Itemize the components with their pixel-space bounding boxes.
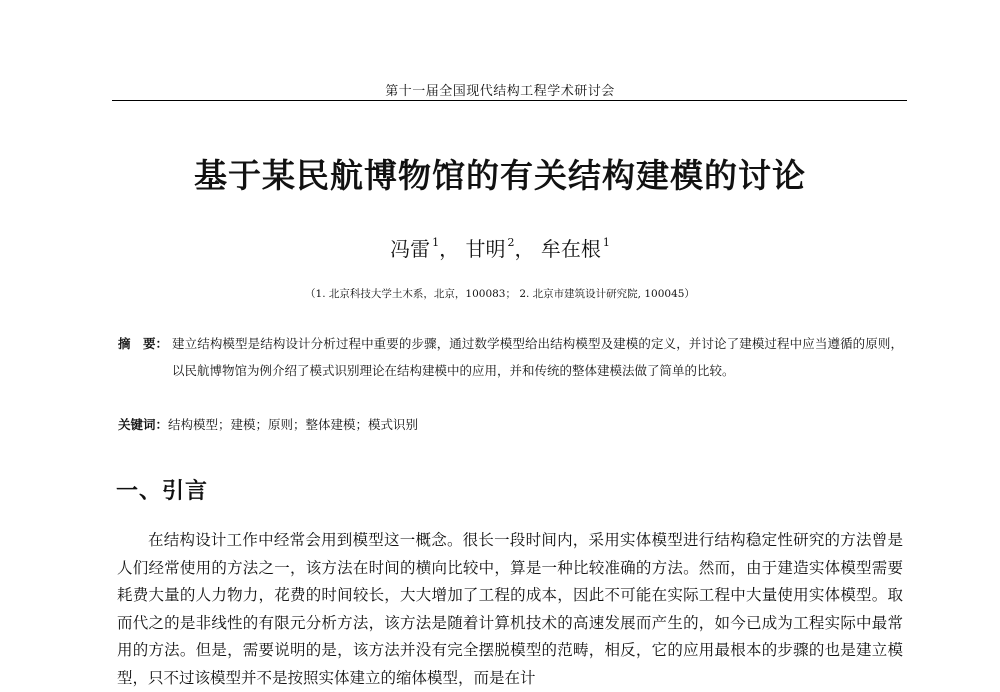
author-affil-mark: 1	[602, 236, 610, 249]
abstract-label: 摘 要：	[118, 336, 169, 351]
keywords-label: 关键词：	[118, 417, 169, 432]
author-affil-mark: 1	[432, 236, 440, 249]
author-separator: ，	[514, 237, 535, 261]
author-name: 牟在根	[540, 237, 601, 261]
section-heading: 一、引言	[116, 479, 209, 504]
running-header: 第十一届全国现代结构工程学术研讨会	[385, 84, 615, 99]
header-rule	[112, 100, 907, 101]
author-affil-mark: 2	[507, 236, 515, 249]
abstract-text: 建立结构模型是结构设计分析过程中重要的步骤，通过数学模型给出结构模型及建模的定义，并讨论了建模过程中应当遵循的原则，以民航博物馆为例介绍了模式识别理论在结构建模中的应用，并和传统的整体建模法做了简单的比较。	[172, 336, 903, 378]
keywords-text: 结构模型；建模；原则；整体建模；模式识别	[168, 417, 419, 432]
paper-title: 基于某民航博物馆的有关结构建模的讨论	[194, 156, 806, 195]
author-name: 甘明	[465, 237, 506, 261]
abstract	[118, 330, 903, 384]
keywords	[118, 411, 903, 438]
body-paragraph: 在结构设计工作中经常会用到模型这一概念。很长一段时间内，采用实体模型进行结构稳定性研究的方法曾是人们经常使用的方法之一，该方法在时间的横向比较中，算是一种比较准确的方法。然而，由于建造实体模型需要耗费大量的人力物力，花费的时间较长，大大增加了工程的成本，因此不可能在实际工程中大量使用实体模型。取而代之的是非线性的有限元分析方法，该方法是随着计算机技术的高速发展而产生的，如今已成为工程实际中最常用的方法。但是，需要说明的是，该方法并没有完全摆脱模型的范畴，相反，它的应用最根本的步骤的也是建立模型，只不过该模型并不是按照实体建立的缩体模型，而是在计	[117, 531, 903, 687]
author-separator: ，	[439, 237, 460, 261]
affiliations: （1. 北京科技大学土木系，北京，100083； 2. 北京市建筑设计研究院, 100045）	[305, 288, 695, 300]
author-name: 冯雷	[390, 237, 431, 261]
author-list	[0, 233, 1000, 262]
